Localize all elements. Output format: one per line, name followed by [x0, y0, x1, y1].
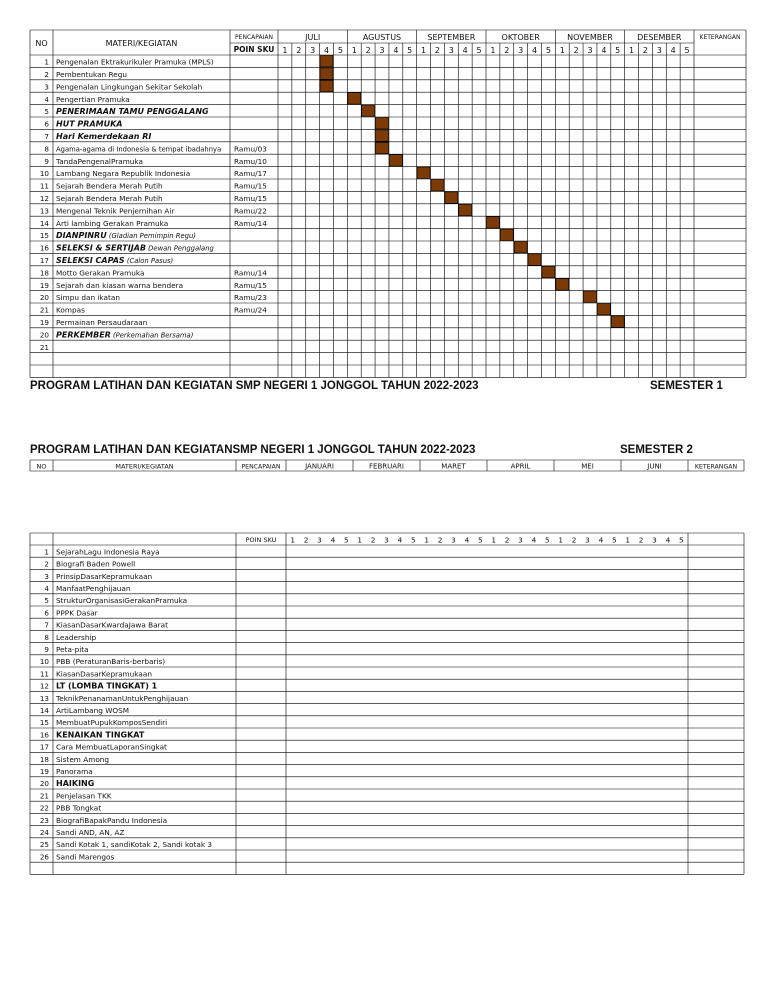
week-label: 5	[544, 535, 550, 545]
activity-label: Sistem Among	[56, 754, 110, 764]
schedule-cell	[362, 105, 375, 116]
week-label: 4	[665, 535, 671, 545]
activity-label: Biografi Baden Powell	[56, 559, 136, 569]
row-number: 2	[44, 559, 49, 569]
month-label: JULI	[305, 33, 321, 42]
row-number: 18	[39, 268, 49, 278]
header-no: NO	[35, 39, 48, 48]
week-label: 1	[625, 535, 631, 545]
week-label: 3	[448, 46, 454, 55]
month-label: AGUSTUS	[362, 33, 402, 42]
week-label: 1	[629, 46, 635, 55]
week-label: 4	[330, 535, 336, 545]
month-label: APRIL	[510, 462, 531, 471]
activity-label: Lambang Negara Republik Indonesia	[56, 169, 191, 179]
week-label: 3	[451, 535, 456, 545]
sku-code: Ramu/22	[234, 206, 267, 216]
week-label: 3	[518, 46, 524, 55]
schedule-cell	[459, 204, 472, 215]
week-label: 1	[491, 535, 497, 545]
semester2-title: PROGRAM LATIHAN DAN KEGIATANSMP NEGERI 1 JONGGOL TAHUN 2022-2023	[30, 444, 476, 456]
schedule-cell	[348, 93, 361, 104]
week-label: 4	[397, 535, 403, 545]
sku-code: Ramu/17	[234, 169, 267, 179]
row-number: 10	[39, 657, 49, 667]
row-number: 4	[44, 584, 49, 593]
sku-code: Ramu/14	[234, 218, 267, 228]
week-label: 5	[477, 535, 483, 545]
schedule-cell	[500, 229, 513, 240]
row-number: 10	[39, 169, 49, 179]
activity-label: HAIKING	[56, 779, 95, 789]
header-no: NO	[36, 462, 47, 471]
activity-label: LT (LOMBA TINGKAT) 1	[56, 681, 158, 691]
activity-label: Permainan Persaudaraan	[56, 318, 148, 327]
row-number: 21	[39, 305, 49, 315]
week-label: 3	[585, 535, 590, 545]
activity-label: KiasanDasarKwardaJawa Barat	[56, 620, 168, 630]
activity-label: Sandi AND, AN, AZ	[56, 828, 125, 837]
row-number: 16	[39, 730, 49, 740]
activity-label: BiografiBapakPandu Indonesia	[56, 815, 168, 825]
week-label: 4	[670, 46, 676, 55]
week-label: 2	[365, 46, 371, 55]
week-label: 1	[282, 46, 288, 55]
activity-label: KiasanDasarKepramukaan	[56, 669, 152, 679]
month-label: OKTOBER	[501, 33, 540, 42]
activity-label: HUT PRAMUKA	[56, 119, 123, 129]
activity-label: SELEKSI CAPAS (Calon Pasus)	[56, 256, 174, 265]
schedule-cell	[376, 118, 389, 129]
week-label: 1	[351, 46, 357, 55]
activity-label: SejarahLagu Indonesia Raya	[56, 547, 160, 557]
row-number: 9	[44, 645, 49, 654]
row-number: 18	[39, 754, 49, 764]
activity-label: TeknikPenanamanUntukPenghijauan	[56, 693, 189, 703]
sku-code: Ramu/15	[234, 194, 267, 203]
row-number: 11	[39, 181, 49, 191]
row-number: 13	[39, 693, 49, 703]
row-number: 2	[44, 70, 49, 79]
row-number: 15	[39, 718, 49, 728]
week-label: 2	[434, 46, 441, 55]
week-label: 5	[343, 535, 349, 545]
row-number: 6	[44, 608, 49, 618]
row-number: 6	[44, 119, 49, 129]
week-label: 2	[437, 535, 443, 545]
week-label: 5	[407, 46, 413, 55]
schedule-cell	[597, 304, 610, 315]
row-number: 1	[44, 57, 49, 67]
week-label: 4	[601, 46, 607, 55]
schedule-cell	[376, 142, 389, 153]
row-number: 3	[44, 571, 49, 581]
schedule-cell	[487, 217, 500, 228]
month-label: FEBRUARI	[369, 462, 404, 471]
activity-label: Kompas	[56, 305, 85, 315]
sku-code: Ramu/24	[234, 305, 267, 315]
row-number: 8	[44, 144, 49, 154]
activity-label: DIANPINRU (Gladian Pemimpin Regu)	[56, 231, 196, 241]
row-number: 20	[39, 293, 49, 303]
week-label: 5	[410, 535, 416, 545]
week-label: 3	[384, 535, 389, 545]
header-pencapaian: PENCAPAIAN	[241, 463, 281, 471]
schedule-cell	[376, 130, 389, 141]
activity-label: MembuatPupukKomposSendiri	[56, 718, 168, 728]
semester1-label: SEMESTER 1	[650, 380, 723, 392]
schedule-cell	[611, 316, 624, 327]
week-label: 1	[424, 535, 430, 545]
activity-label: Panorama	[56, 767, 93, 776]
activity-label: PPPK Dasar	[56, 608, 98, 618]
row-number: 21	[39, 791, 49, 801]
activity-label: Arti lambing Gerakan Pramuka	[56, 218, 169, 228]
row-number: 12	[39, 194, 49, 203]
activity-label: Simpu dan ikatan	[56, 293, 120, 303]
week-label: 2	[303, 535, 309, 545]
row-number: 14	[39, 706, 49, 715]
row-number: 17	[39, 742, 49, 752]
row-number: 24	[39, 828, 49, 837]
activity-label: Pengenalan Lingkungan Sekitar Sekolah	[56, 82, 203, 92]
week-label: 5	[615, 46, 621, 55]
month-label: JANUARI	[305, 462, 334, 471]
schedule-cell	[389, 155, 402, 166]
row-number: 13	[39, 206, 49, 216]
week-label: 5	[545, 46, 551, 55]
row-number: 9	[44, 156, 49, 166]
activity-label: Sandi Marengos	[56, 852, 115, 862]
row-number: 5	[44, 596, 49, 606]
row-number: 26	[39, 852, 49, 862]
activity-label: KENAIKAN TINGKAT	[56, 730, 145, 740]
row-number: 21	[39, 342, 49, 352]
schedule-cell	[320, 56, 333, 67]
activity-label: PENERIMAAN TAMU PENGGALANG	[56, 107, 209, 117]
sku-code: Ramu/14	[234, 268, 267, 278]
schedule-cell	[320, 68, 333, 79]
schedule-cell	[445, 192, 458, 203]
sku-code: Ramu/10	[234, 156, 267, 166]
week-label: 5	[678, 535, 684, 545]
week-label: 1	[490, 46, 496, 55]
month-label: MEI	[581, 462, 594, 471]
row-number: 1	[44, 547, 49, 557]
row-number: 19	[39, 318, 49, 327]
activity-label: SELEKSI & SERTIJAB Dewan Penggalang	[56, 243, 214, 253]
row-number: 23	[39, 815, 49, 825]
row-number: 14	[39, 218, 49, 228]
row-number: 8	[44, 632, 49, 642]
week-label: 2	[370, 535, 376, 545]
semester1-title: PROGRAM LATIHAN DAN KEGIATAN SMP NEGERI 1 JONGGOL TAHUN 2022-2023	[30, 380, 479, 392]
activity-label: Sejarah Bendera Merah Putih	[56, 181, 163, 191]
week-label: 1	[558, 535, 564, 545]
row-number: 20	[39, 779, 49, 789]
schedule-cell	[528, 254, 541, 265]
row-number: 15	[39, 231, 49, 241]
activity-label: Leadership	[56, 632, 97, 642]
week-label: 2	[504, 46, 510, 55]
header-materi: MATERI/KEGIATAN	[115, 462, 174, 471]
sku-code: Ramu/15	[234, 280, 267, 290]
week-label: 2	[638, 535, 644, 545]
month-label: JUNI	[647, 462, 662, 471]
week-label: 3	[317, 535, 322, 545]
sku-code: Ramu/23	[234, 293, 267, 303]
header-poin-sku: POIN SKU	[233, 45, 275, 54]
activity-label: ArtiLambang WOSM	[56, 706, 130, 715]
header-poin-sku: POIN SKU	[245, 536, 277, 544]
row-number: 22	[39, 803, 49, 813]
row-number: 7	[44, 620, 49, 630]
week-label: 1	[421, 46, 427, 55]
week-label: 3	[652, 535, 657, 545]
schedule-cell	[514, 242, 527, 253]
activity-label: PERKEMBER (Perkemahan Bersama)	[56, 330, 194, 340]
week-label: 4	[531, 46, 538, 55]
week-label: 2	[504, 535, 510, 545]
activity-label: Pembentukan Regu	[56, 70, 127, 79]
week-label: 5	[611, 535, 617, 545]
activity-label: ManfaatPenghijauan	[56, 584, 131, 593]
week-label: 4	[393, 46, 399, 55]
sku-code: Ramu/15	[234, 181, 267, 191]
row-number: 7	[44, 132, 49, 141]
week-label: 3	[379, 46, 385, 55]
week-label: 4	[531, 535, 537, 545]
activity-label: PBB Tongkat	[56, 803, 102, 813]
week-label: 3	[656, 46, 662, 55]
week-label: 5	[684, 46, 690, 55]
activity-label: Sandi Kotak 1, sandiKotak 2, Sandi kotak 3	[56, 840, 213, 850]
schedule-cell	[584, 291, 597, 302]
activity-label: TandaPengenalPramuka	[56, 156, 143, 166]
activity-label: Agama-agama di Indonesia & tempat ibadahnya	[56, 145, 222, 154]
header-keterangan: KETERANGAN	[699, 34, 741, 41]
header-keterangan: KETERANGAN	[694, 463, 738, 471]
week-label: 2	[296, 46, 302, 55]
week-label: 4	[464, 535, 470, 545]
schedule-cell	[320, 80, 333, 91]
week-label: 2	[642, 46, 649, 55]
row-number: 25	[39, 840, 49, 850]
week-label: 1	[357, 535, 363, 545]
week-label: 2	[573, 46, 579, 55]
activity-label: Pengenalan Ektrakurikuler Pramuka (MPLS)	[56, 57, 214, 67]
row-number: 20	[39, 330, 49, 340]
row-number: 12	[39, 681, 49, 691]
month-label: SEPTEMBER	[427, 33, 476, 42]
row-number: 19	[39, 280, 49, 290]
activity-label: Mengenal Teknik Penjernihan Air	[56, 206, 175, 216]
schedule-cell	[556, 279, 569, 290]
row-number: 5	[44, 107, 49, 117]
sku-code: Ramu/03	[234, 144, 267, 154]
activity-label: PBB (PeraturanBaris-berbaris)	[56, 657, 166, 667]
header-materi: MATERI/KEGIATAN	[105, 39, 178, 48]
row-number: 17	[39, 256, 49, 265]
semester2-label: SEMESTER 2	[620, 444, 693, 456]
activity-label: Sejarah dan kiasan warna bendera	[56, 280, 184, 290]
activity-label: StrukturOrganisasiGerakanPramuka	[56, 596, 188, 606]
week-label: 3	[310, 46, 316, 55]
week-label: 4	[462, 46, 468, 55]
activity-label: Hari Kemerdekaan RI	[56, 132, 152, 141]
week-label: 1	[290, 535, 296, 545]
activity-label: Sejarah Bendera Merah Putih	[56, 194, 163, 203]
month-label: MARET	[441, 462, 466, 471]
activity-label: PrinsipDasarKepramukaan	[56, 571, 153, 581]
schedule-cell	[542, 266, 555, 277]
activity-label: Cara MembuatLaporanSingkat	[56, 742, 167, 752]
schedule-cell	[417, 167, 430, 178]
week-label: 4	[598, 535, 604, 545]
month-label: NOVEMBER	[567, 33, 613, 42]
row-number: 11	[39, 669, 49, 679]
week-label: 3	[518, 535, 523, 545]
row-number: 4	[44, 94, 49, 104]
activity-label: Motto Gerakan Pramuka	[56, 268, 145, 278]
header-pencapaian: PENCAPAIAN	[235, 34, 273, 41]
row-number: 16	[39, 243, 49, 253]
row-number: 19	[39, 767, 49, 776]
week-label: 4	[323, 46, 330, 55]
week-label: 5	[476, 46, 482, 55]
activity-label: Penjelasan TKK	[56, 791, 112, 801]
week-label: 2	[571, 535, 577, 545]
week-label: 3	[587, 46, 593, 55]
week-label: 5	[337, 46, 343, 55]
row-number: 3	[44, 82, 49, 92]
activity-label: Peta-pita	[56, 645, 89, 654]
week-label: 1	[559, 46, 565, 55]
month-label: DESEMBER	[637, 33, 682, 42]
schedule-cell	[431, 180, 444, 191]
activity-label: Pengertian Pramuka	[56, 94, 130, 104]
